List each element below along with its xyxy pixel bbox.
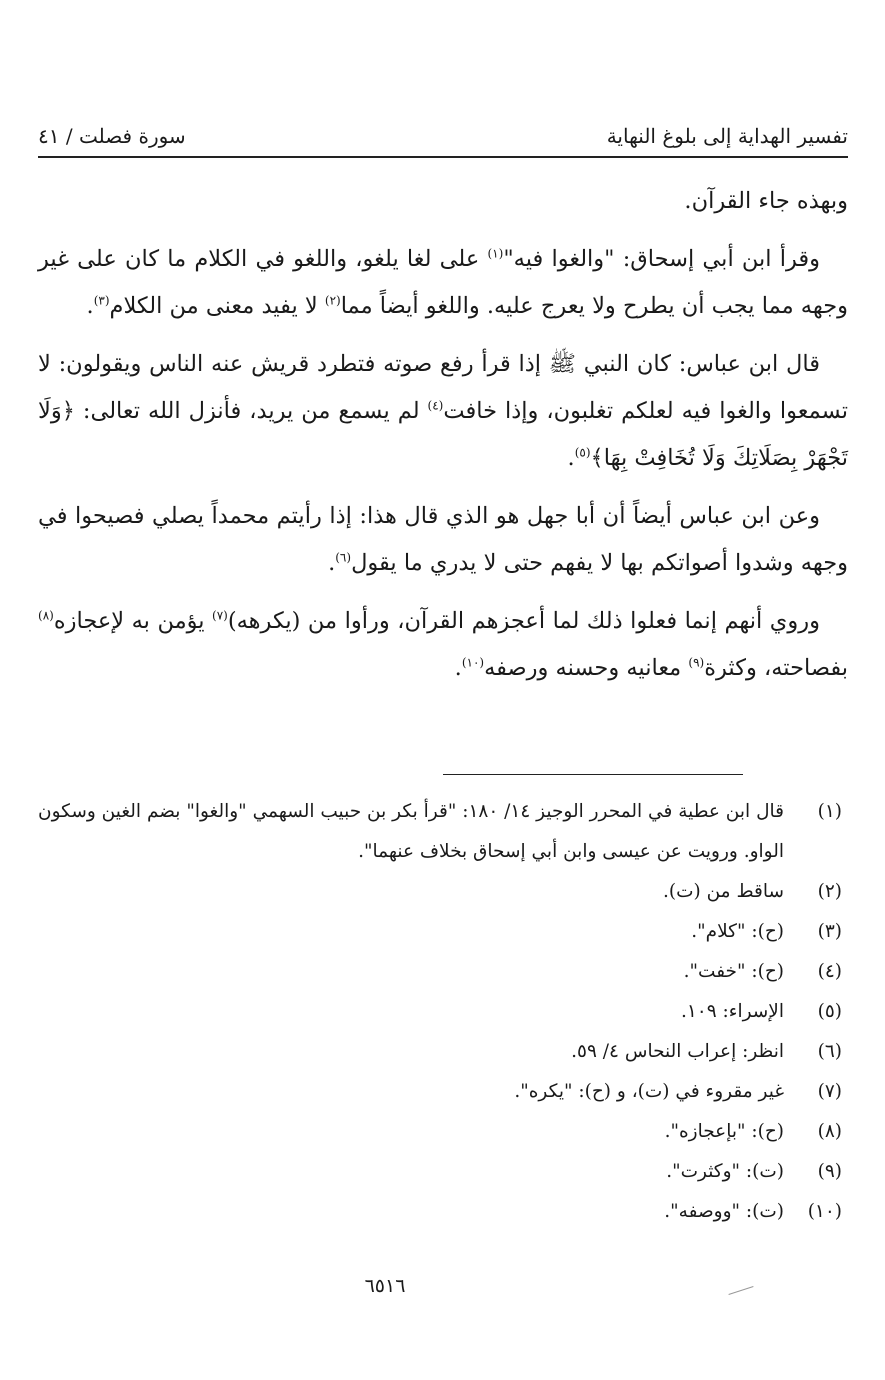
footnote-text: انظر: إعراب النحاس ٤/ ٥٩. — [571, 1041, 784, 1062]
paragraph-text: وقرأ ابن أبي إسحاق: "والغوا فيه" — [503, 246, 821, 272]
footnote-9 — [38, 1152, 848, 1192]
footnote-text: (ح): "كلام". — [691, 921, 784, 942]
footnote-2 — [38, 872, 848, 912]
paragraph-text: . — [454, 655, 462, 681]
paragraph-text: وبهذه جاء القرآن. — [684, 188, 848, 214]
paragraph-text: معانيه وحسنه ورصفه — [484, 655, 689, 681]
paragraph-text: . — [567, 445, 575, 471]
footnote-number: (٦) — [817, 1041, 842, 1062]
footnote-text: (ت): "وكثرت". — [666, 1161, 784, 1182]
footnote-number: (١٠) — [807, 1201, 842, 1222]
quran-verse: لم يسمع من يريد، فأنزل الله تعالى: ﴿وَلَا تَجْهَرْ بِصَلَاتِكَ وَلَا تُخَافِتْ بِهَا﴾ — [38, 398, 848, 471]
footnote-text: غير مقروء في (ت)، و (ح): "يكره". — [514, 1081, 784, 1102]
running-header — [38, 112, 848, 158]
paragraph-text: يؤمن به لإعجازه — [53, 608, 213, 634]
paragraph-text: لا يفيد معنى من الكلام — [109, 293, 325, 319]
paragraph-text: وروي أنهم إنما فعلوا ذلك لما أعجزهم القرآن، ورأوا من (يكرهه) — [227, 608, 821, 634]
footnote-ref[interactable]: (٥) — [574, 445, 591, 460]
footnote-number: (٩) — [817, 1161, 842, 1182]
footnote-text: ساقط من (ت). — [662, 881, 784, 902]
footnote-number: (١) — [817, 801, 842, 822]
paragraph-2 — [38, 236, 848, 330]
footnote-4 — [38, 952, 848, 992]
footnote-text: الإسراء: ١٠٩. — [680, 1001, 784, 1022]
footnote-ref[interactable]: (٨) — [38, 608, 54, 623]
footnote-ref[interactable]: (١٠) — [461, 655, 485, 670]
footnote-text: (ت): "ووصفه". — [664, 1201, 784, 1222]
footnote-number: (٣) — [817, 921, 842, 942]
footnote-number: (٧) — [817, 1081, 842, 1102]
paragraph-text: . — [328, 550, 336, 576]
footnote-ref[interactable]: (٦) — [335, 550, 352, 565]
footnote-text: (ح): "خفت". — [683, 961, 784, 982]
footnote-text: (ح): "بإعجازه". — [664, 1121, 784, 1142]
footnotes — [38, 792, 848, 1232]
paragraph-text: بفصاحته، وكثرة — [704, 655, 848, 681]
paragraph-text: قال ابن عباس: كان النبي ﷺ إذا قرأ رفع صوته فتطرد قريش عنه الناس ويقولون: لا تسمعوا والغوا فيه لعلكم تغلبون، وإذا خافت — [38, 351, 848, 424]
footnote-ref[interactable]: (١) — [487, 246, 504, 261]
footnote-number: (٨) — [817, 1121, 842, 1142]
footnote-ref[interactable]: (٩) — [688, 655, 705, 670]
footnote-7 — [38, 1072, 848, 1112]
page-number: ٦٥١٦ — [364, 1275, 406, 1297]
footnote-ref[interactable]: (٢) — [324, 293, 341, 308]
book-title: تفسير الهداية إلى بلوغ النهاية — [606, 124, 848, 148]
paragraph-text: على لغا يلغو، واللغو في الكلام ما كان على غير وجهه مما يجب أن يطرح ولا يعرج عليه. واللغو أيضاً مما — [38, 246, 848, 319]
footnote-text: قال ابن عطية في المحرر الوجيز ١٤/ ١٨٠: "قرأ بكر بن حبيب السهمي "والغوا" بضم الغين وسكون الواو. ورويت عن عيسى وابن أبي إسحاق بخلاف عنهما". — [38, 801, 784, 862]
paragraph-5 — [38, 598, 848, 692]
footnote-number: (٢) — [817, 881, 842, 902]
footnote-6 — [38, 1032, 848, 1072]
paragraph-text: وعن ابن عباس أيضاً أن أبا جهل هو الذي قال هذا: إذا رأيتم محمداً يصلي فصيحوا في وجهه وشدوا أصواتكم بها لا يفهم حتى لا يدري ما يقول — [38, 503, 848, 576]
footnote-10 — [38, 1192, 848, 1232]
footnote-separator — [443, 774, 743, 775]
main-text — [38, 178, 848, 703]
footnote-1 — [38, 792, 848, 872]
paragraph-text: . — [86, 293, 94, 319]
paragraph-1 — [38, 178, 848, 225]
footnote-5 — [38, 992, 848, 1032]
paragraph-3 — [38, 341, 848, 482]
footnote-number: (٤) — [817, 961, 842, 982]
footnote-ref[interactable]: (٤) — [427, 398, 444, 413]
footnote-3 — [38, 912, 848, 952]
footnote-ref[interactable]: (٧) — [212, 608, 228, 623]
surah-reference: سورة فصلت / ٤١ — [38, 124, 186, 148]
paragraph-4 — [38, 493, 848, 587]
footnote-8 — [38, 1112, 848, 1152]
footnote-ref[interactable]: (٣) — [93, 293, 110, 308]
footnote-number: (٥) — [817, 1001, 842, 1022]
